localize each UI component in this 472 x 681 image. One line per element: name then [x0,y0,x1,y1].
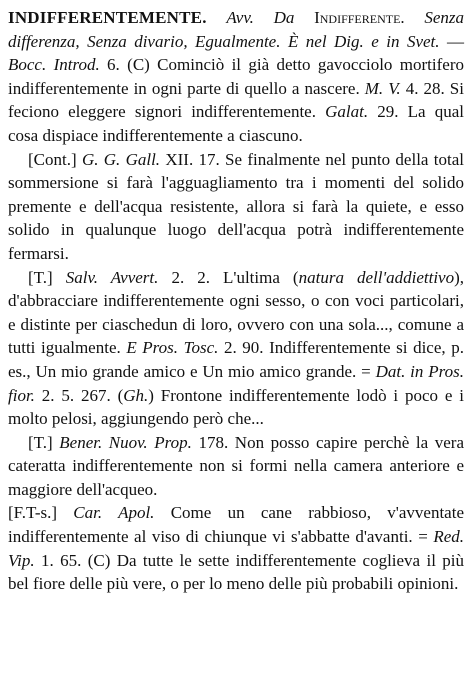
citation-author: Gh. [123,385,149,405]
citation-source: Bocc. Introd. [8,55,100,75]
citation-text: 4. 28. Si feciono eleggere signori indifferentemente. [8,78,464,122]
citation-text: 6. (C) Cominciò il già detto gavocciolo mortifero indifferentemente in ogni parte di quello a nascere. [8,55,464,98]
section-tag: [T.] [28,432,60,452]
definition: Senza differenza, Senza divario, Egualmente. È nel Dig. e in Svet. [8,8,465,51]
grammar-note: natura dell'addiettivo [298,267,455,287]
citation-text: Come un cane rabbioso, v'avventate indifferentemente al viso di chiunque vi s'abbatte d'avanti. = [8,503,464,547]
car-paragraph [8,501,464,595]
citation-text: ), d'abbracciare indifferentemente ogni sesso, o con voci particolari, e distinte per ciaschedun di loro, ovvero con una sola..., comune a tutti igualmente. [8,267,465,358]
etymology-origin: Indifferente. [314,8,405,27]
section-tag: [Cont.] [28,149,82,169]
citation-source: Galat. [325,102,369,122]
citation-source: Salv. Avvert. [65,267,159,287]
dictionary-page [8,6,464,596]
dash: — [439,31,464,51]
etymology-prefix: Da [273,8,295,27]
citation-text: 1. 65. (C) Da tutte le sette indifferentemente coglieva il più bel fiore delle più vere, o per lo meno delle più probabili opinioni. [8,550,464,594]
section-tag: [T.] [28,267,66,287]
citation-text: 2. 2. L'ultima ( [158,267,299,287]
cont-paragraph [8,148,464,266]
citation-text: 178. Non posso capire perchè la vera cateratta indifferentemente non si formi nella camera anteriore e maggiore dell'acqueo. [8,432,465,499]
citation-text: ) Frontone indifferentemente lodò i poco e i molto pelosi, aggiungendo però che... [8,385,464,429]
citation-text: 2. 5. 267. ( [34,385,124,405]
citation-source: M. V. [364,78,401,98]
citation-source: E Pros. Tosc. [126,338,219,358]
citation-source: Red. Vip. [8,527,464,570]
citation-text: XII. 17. Se finalmente nel punto della total sommersione si farà l'agguagliamento tra i momenti del solido premente e dell'acqua resistente, allora si farà la quiete, e esso solido in qualunque luogo dell'acqua potrà indifferentemente fermarsi. [8,149,464,263]
citation-source: Dat. in Pros. fior. [8,361,464,405]
section-tag: [F.T-s.] [8,503,74,523]
salv-paragraph [8,266,464,431]
bener-paragraph [8,431,464,502]
citation-source: Car. Apol. [73,503,155,523]
citation-source: Bener. Nuov. Prop. [59,432,192,452]
citation-source: G. G. Gall. [81,149,161,169]
citation-text: 2. 90. Indifferentemente si dice, p. es., Un mio grande amico e Un mio amico grande. = [8,338,464,381]
entry-paragraph [8,6,464,148]
headword: INDIFFERENTEMENTE. [8,8,207,27]
part-of-speech: Avv. [226,8,254,27]
citation-text: 29. La qual cosa dispiace indifferentemente a ciascuno. [8,102,464,145]
